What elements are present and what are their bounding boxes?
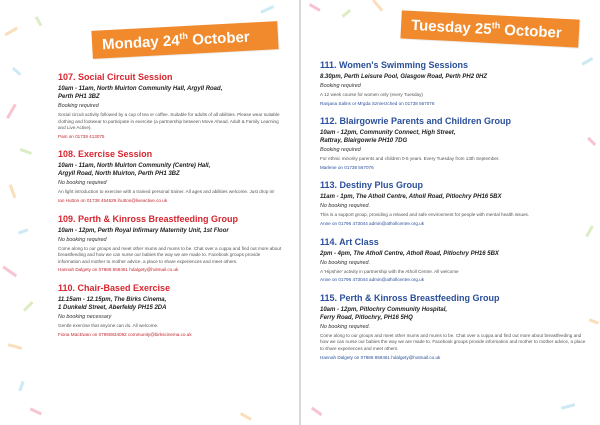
event-title: 115. Perth & Kinross Breastfeeding Group <box>320 292 500 303</box>
event-111 <box>320 60 588 107</box>
event-115 <box>320 293 588 361</box>
event-114 <box>320 237 588 284</box>
event-description: A 12 week course for women only (every Tuesday) <box>320 92 423 97</box>
event-title: 110. Chair-Based Exercise <box>58 282 171 293</box>
event-contact: Marlene on 01738 567076 <box>320 164 374 170</box>
event-location: 10am - 12pm, Perth Royal Infirmary Maternity Unit, 1st Floor <box>58 227 229 234</box>
event-title: 113. Destiny Plus Group <box>320 180 424 191</box>
event-booking: No booking required <box>58 236 107 243</box>
event-title: 114. Art Class <box>320 236 379 247</box>
event-108 <box>58 149 284 204</box>
event-description: An light introduction to exercise with a trained personal trainer. All ages and abilities welcome. Just drop in! <box>58 189 275 195</box>
monday-banner-tail: October <box>187 28 251 49</box>
event-location: Argyll Road, North Muirton, Perth PH1 3BZ <box>58 171 180 178</box>
tuesday-banner-sup: th <box>491 20 501 31</box>
event-booking: No booking required. <box>320 323 371 330</box>
event-contact: Ranjana Salins or Mrgda Szmerzched on 01738 567076 <box>320 100 435 106</box>
event-booking: Booking required <box>320 83 361 89</box>
monday-banner-sup: th <box>179 30 189 42</box>
monday-events <box>58 72 284 347</box>
event-title: 111. Women's Swimming Sessions <box>320 60 469 70</box>
event-location: Ferry Road, Pitlochry, PH16 5HQ <box>320 314 413 321</box>
event-booking: No booking required. <box>320 259 371 266</box>
event-booking: No booking required <box>58 180 107 187</box>
event-title: 112. Blairgowrie Parents and Children Group <box>320 116 512 127</box>
event-contact: Ian Hutton on 01738 454629 ihutton@liveactive.co.uk <box>58 197 168 203</box>
tuesday-banner-tail: October <box>499 21 563 42</box>
event-contact: Pam on 01738 413075 <box>58 133 105 139</box>
event-description: Gentle exercise that anyone can do. All welcome. <box>58 322 159 328</box>
event-location: 11.15am - 12.15pm, The Birks Cinema, <box>58 296 167 303</box>
event-113 <box>320 180 588 227</box>
event-location: 8.30pm, Perth Leisure Pool, Glasgow Road, Perth PH2 0HZ <box>320 74 488 80</box>
event-location: 10am - 11am, North Muirton Community (Centre) Hall, <box>58 163 211 170</box>
event-contact: Anne on 01796 473044 admin@athollcentre.org.uk <box>320 220 425 226</box>
event-location: 10am - 12pm, Community Connect, High Street, <box>320 130 456 137</box>
event-location: 1 Dunkeld Street, Aberfeldy PH15 2DA <box>58 304 167 311</box>
event-booking: No booking necessary <box>58 313 112 320</box>
event-location: 10am - 12pm, Pitlochry Community Hospital, <box>320 306 448 313</box>
event-contact: Hannah Dalgety on 07886 859461 hdalgety@hotmail.co.uk <box>320 354 441 360</box>
event-contact: Fiona MacEwan on 07990834092 community@birkscinema.co.uk <box>58 331 192 337</box>
tuesday-events <box>320 60 588 370</box>
event-booking: Booking required <box>320 147 361 154</box>
event-110 <box>58 283 284 338</box>
event-location: 11am - 1pm, The Atholl Centre, Atholl Road, Pitlochry PH16 5BX <box>320 194 502 201</box>
event-107 <box>58 72 284 140</box>
event-description: A 'Hipshire' activity in partnership with the Atholl Centre. All welcome <box>320 268 459 274</box>
event-title: 108. Exercise Session <box>58 149 153 160</box>
event-description: Come along to our groups and meet other mums and mums to be. Chat over a cuppa and find out more about breastfeeding and how we can nurse our babies the way we are made to. Facebook groups provide information and mother to mother advice, a place to share experiences and meet others. <box>58 245 282 264</box>
left-page <box>0 0 299 425</box>
tuesday-banner-title: Tuesday 25 <box>410 16 493 39</box>
event-title: 107. Social Circuit Session <box>58 72 173 82</box>
event-contact: Anne on 01796 473044 admin@athollcentre.org.uk <box>320 277 425 283</box>
event-title: 109. Perth & Kinross Breastfeeding Group <box>58 213 239 224</box>
event-booking: No booking required. <box>320 203 371 210</box>
event-description: For ethnic minority parents and children 0-5 years. Every Tuesday from 13th September. <box>320 156 500 162</box>
event-description: Social circuit activity followed by a cup of tea or coffee. Suitable for adults of all abilities. Please wear suitable clothing and footwear to participate in exercise (a partnership between Move Ahead, Adult & Family Learning and Live Active). <box>58 112 280 131</box>
event-contact: Hannah Dalgety on 07886 859461 hdalgety@hotmail.co.uk <box>58 267 179 273</box>
event-location: 2pm - 4pm, The Atholl Centre, Atholl Road, Pitlochry PH16 5BX <box>320 250 499 257</box>
event-location: Rattray, Blairgowrie PH10 7DG <box>320 138 408 145</box>
event-location: 10am - 11am, North Muirton Community Hall, Argyll Road, <box>58 86 223 92</box>
event-booking: Booking required <box>58 103 99 109</box>
event-description: This is a support group, providing a relaxed and safe environment for people with mental health issues. <box>320 212 530 218</box>
event-location: Perth PH1 3BZ <box>58 94 100 100</box>
right-page <box>301 0 600 425</box>
event-109 <box>58 214 284 274</box>
monday-banner-title: Monday 24 <box>101 32 181 54</box>
event-112 <box>320 116 588 171</box>
event-description: Come along to our groups and meet other mums and mums to be. Chat over a cuppa and find out more about breastfeeding and how we can nurse our babies the way we are made to. Facebook groups provide information and mother to mother advice, a place to share experiences and meet others. <box>320 332 586 351</box>
